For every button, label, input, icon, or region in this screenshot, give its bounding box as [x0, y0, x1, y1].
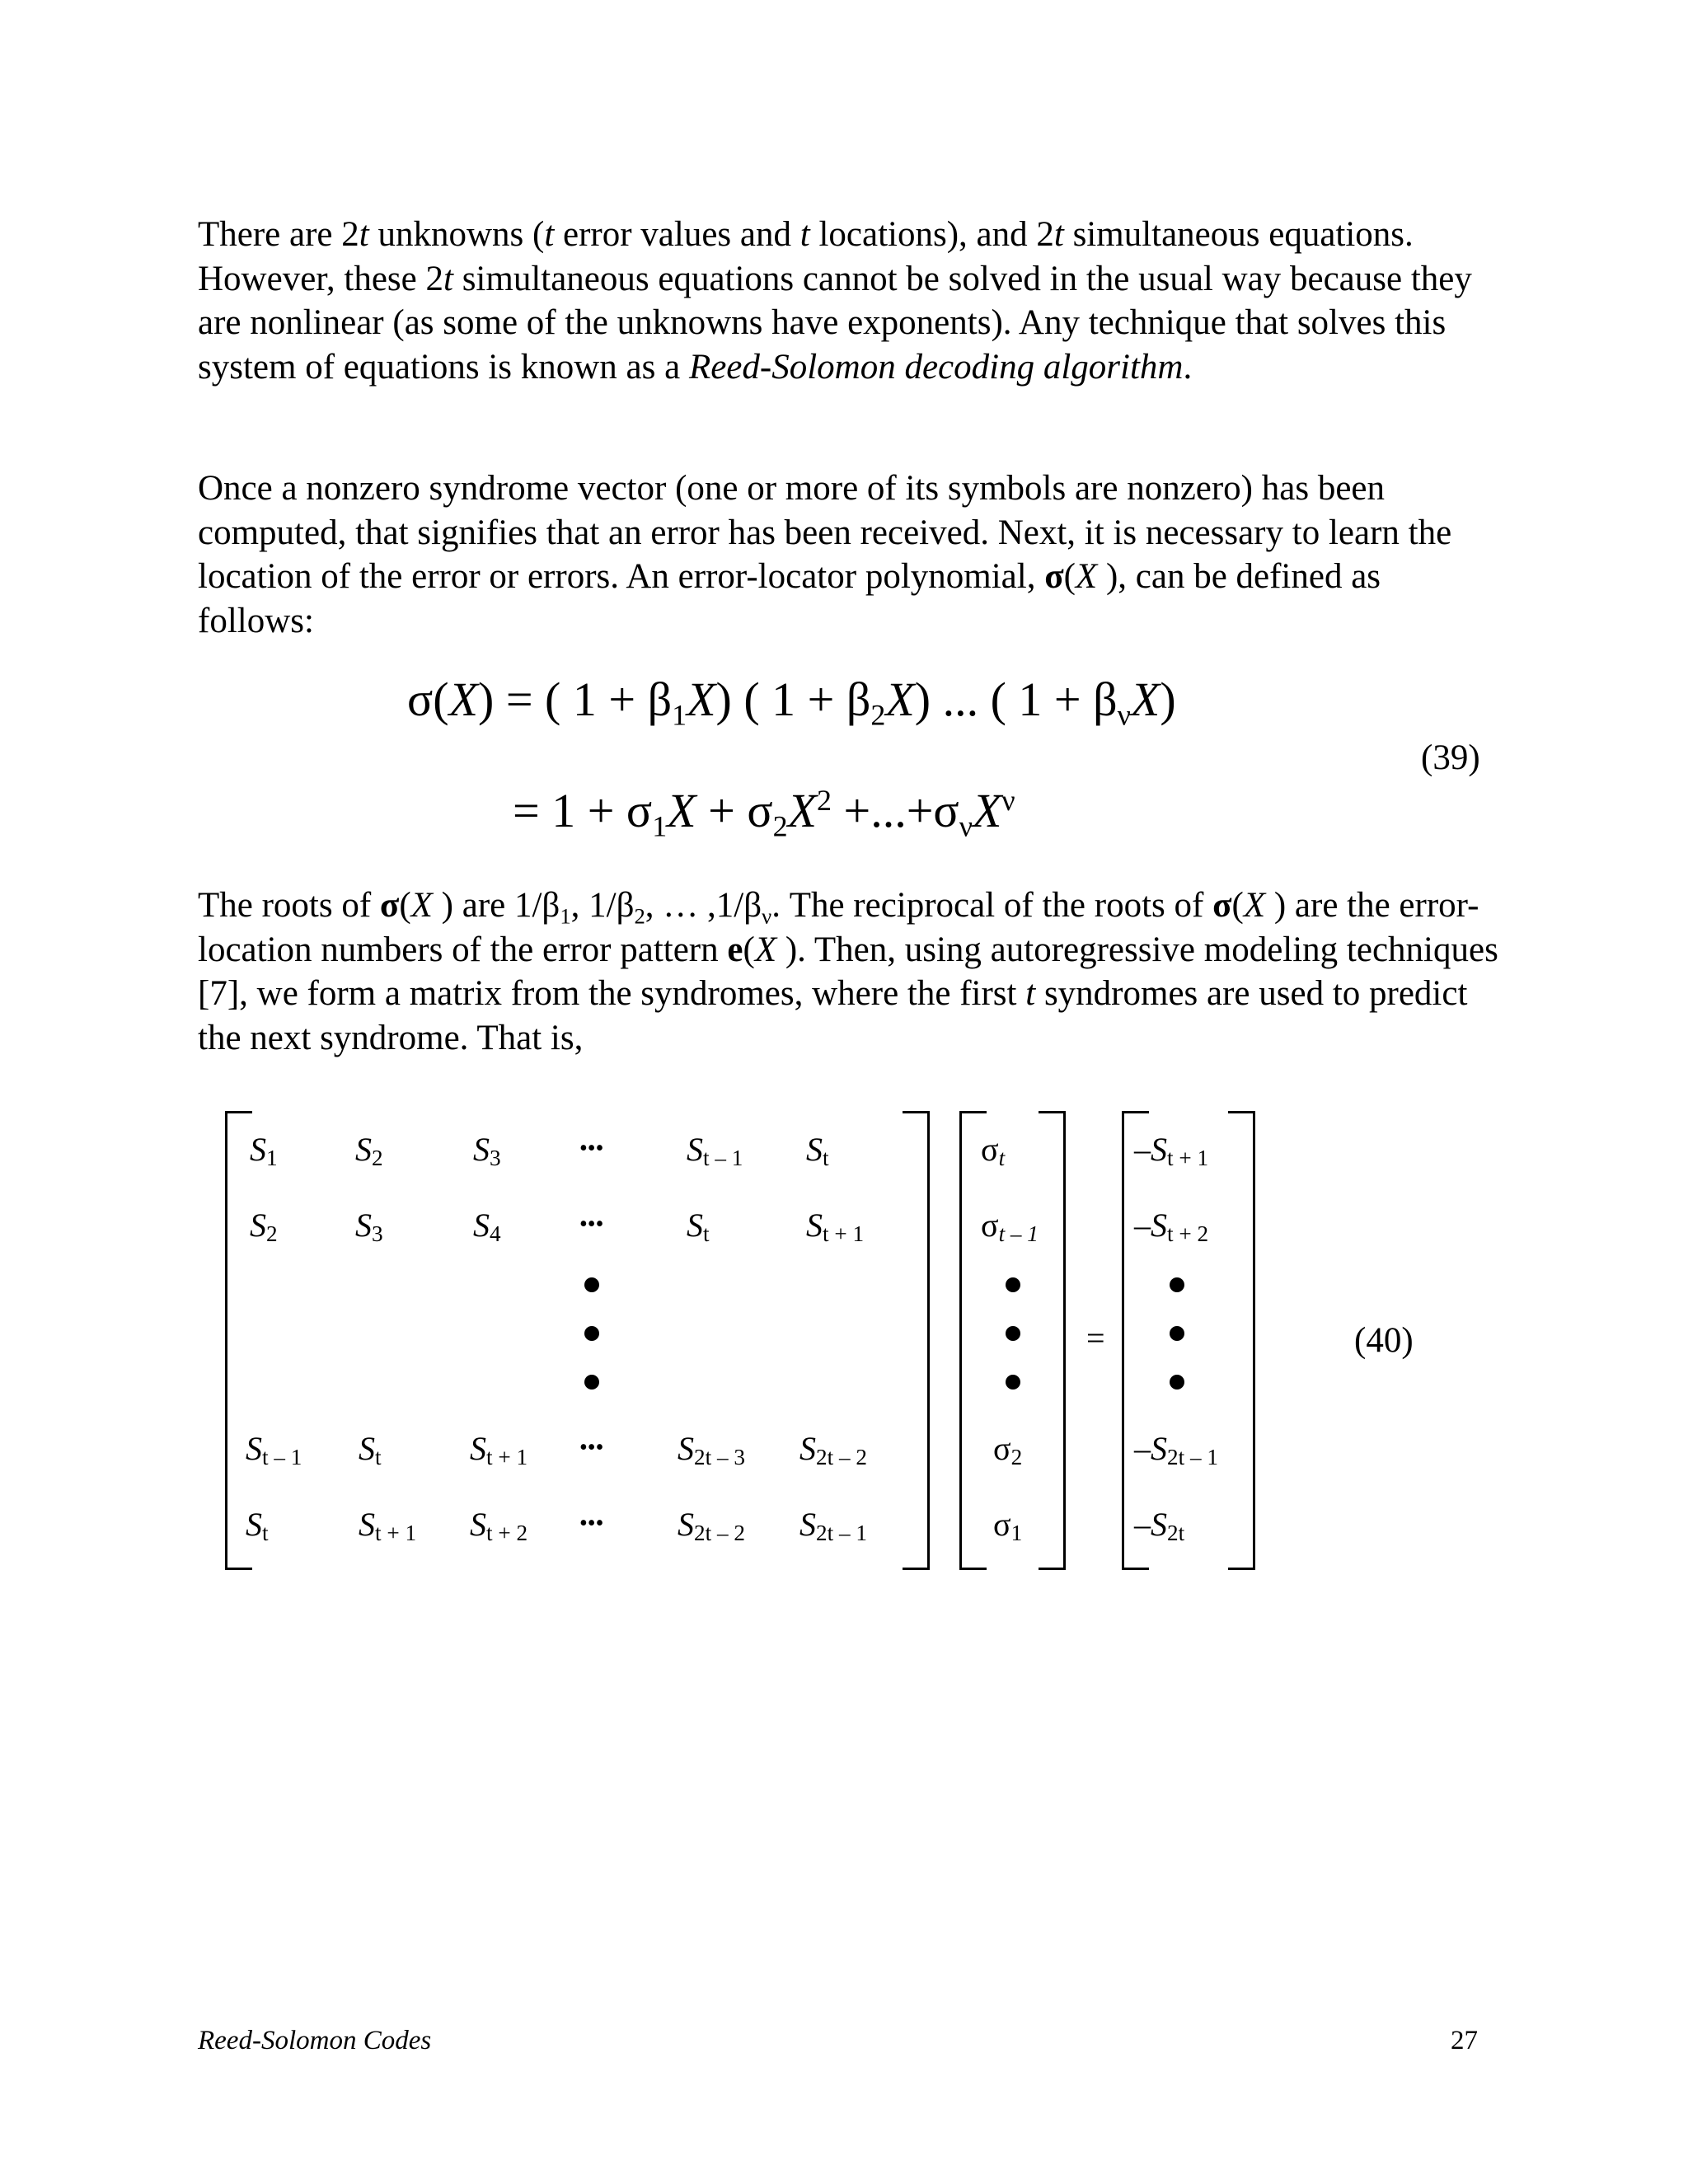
equation-39-line-2: = $1 + \sigma_1X + \sigma_2X^2 +...+\sigma_\nu X^\nu$ — [513, 784, 1015, 843]
paragraph-roots: The roots of σ(X ) are $1/\beta_1$, $1/\beta_2$, … $,1/\beta_\nu$. The reciprocal of the roots of σ(X ) are the error-location numbers of the error pattern e(X ). Then, using autoregressive modeling techniques [7], we form a matrix from the syndromes, where the first t syndromes are used to predict the next syndrome. That is, — [198, 886, 1498, 1057]
matrix-entry: $S_{t + 2}$ — [470, 1506, 528, 1545]
rhs-vector-entry: $-S_{2t}$ — [1134, 1506, 1185, 1545]
matrix-entry: $S_{t - 1}$ — [687, 1131, 743, 1170]
matrix-entry: $S_1$ — [250, 1131, 278, 1170]
matrix-vertical-dot — [584, 1326, 599, 1341]
rhs-vector-entry: $-S_{2t - 1}$ — [1134, 1430, 1218, 1469]
matrix-entry: $S_{2t - 1}$ — [799, 1506, 867, 1545]
equation-39-line-1: σ(X) = ( $1 + \beta_1X$) ( $1 + \beta_2X$) ... ( $1 + \beta_\nu X$) — [407, 673, 1176, 732]
equation-number-40: (40) — [1354, 1321, 1414, 1360]
rhs-vector-left-bracket — [1122, 1111, 1149, 1570]
matrix-entry: $S_2$ — [250, 1207, 278, 1246]
matrix-ellipsis: ••• — [579, 1136, 604, 1161]
rhs-vector-entry: $-S_{t + 2}$ — [1134, 1207, 1209, 1246]
rhs-vector-dot — [1170, 1277, 1184, 1292]
matrix-left-bracket — [225, 1111, 252, 1570]
matrix-entry: $S_{t + 1}$ — [806, 1207, 865, 1246]
matrix-vertical-dot — [584, 1375, 599, 1390]
matrix-entry: $S_3$ — [355, 1207, 383, 1246]
rhs-vector-right-bracket — [1228, 1111, 1255, 1570]
rhs-vector-dot — [1170, 1326, 1184, 1341]
sigma-vector-right-bracket — [1039, 1111, 1066, 1570]
matrix-entry: $S_t$ — [806, 1131, 829, 1170]
matrix-entry: $S_2$ — [355, 1131, 383, 1170]
matrix-entry: $S_{2t - 3}$ — [678, 1430, 745, 1469]
rhs-vector-entry: $-S_{t + 1}$ — [1134, 1131, 1209, 1170]
paragraph-error-locator: Once a nonzero syndrome vector (one or more of its symbols are nonzero) has been computed, that signifies that an error has been received. Next, it is necessary to learn the location of the error or errors. An error-locator polynomial, σ(X ), can be defined as follows: — [198, 469, 1452, 640]
matrix-entry: $S_{t - 1}$ — [246, 1430, 302, 1469]
matrix-entry: $S_t$ — [687, 1207, 710, 1246]
footer-title: Reed-Solomon Codes — [198, 2026, 432, 2055]
sigma-vector-entry: $\sigma_2$ — [993, 1430, 1023, 1469]
rhs-vector-dot — [1170, 1375, 1184, 1390]
sigma-vector-dot — [1006, 1277, 1020, 1292]
matrix-ellipsis: ••• — [579, 1212, 604, 1237]
matrix-entry: $S_{t + 1}$ — [359, 1506, 417, 1545]
matrix-right-bracket — [903, 1111, 930, 1570]
sigma-vector-entry: $\sigma_t$ — [981, 1131, 1006, 1170]
term-reed-solomon-decoding: Reed-Solomon decoding algorithm — [688, 347, 1184, 387]
matrix-entry: $S_3$ — [473, 1131, 501, 1170]
matrix-vertical-dot — [584, 1277, 599, 1292]
page-number: 27 — [1451, 2026, 1478, 2055]
matrix-entry: $S_{t + 1}$ — [470, 1430, 528, 1469]
matrix-entry: $S_t$ — [246, 1506, 269, 1545]
sigma-vector-left-bracket — [959, 1111, 987, 1570]
paragraph-unknowns: There are 2t unknowns (t error values and t locations), and 2t simultaneous equations. However, these 2t simultaneous equations cannot be solved in the usual way because they are nonlinear (as some of the unknowns have exponents). Any technique that solves this system of equations is known as a Reed-Solomon decoding algorithm. — [198, 215, 1472, 387]
matrix-entry: $S_t$ — [359, 1430, 382, 1469]
matrix-ellipsis: ••• — [579, 1435, 604, 1460]
sigma-vector-entry: $\sigma_{t - 1}$ — [981, 1207, 1039, 1246]
sigma-vector-dot — [1006, 1375, 1020, 1390]
matrix-entry: $S_{2t - 2}$ — [799, 1430, 867, 1469]
sigma-vector-dot — [1006, 1326, 1020, 1341]
matrix-entry: $S_4$ — [473, 1207, 501, 1246]
equals-sign: = — [1086, 1319, 1105, 1357]
equation-number-39: (39) — [1421, 738, 1480, 777]
sigma-vector-entry: $\sigma_1$ — [993, 1506, 1023, 1545]
matrix-ellipsis: ••• — [579, 1511, 604, 1536]
matrix-entry: $S_{2t - 2}$ — [678, 1506, 745, 1545]
